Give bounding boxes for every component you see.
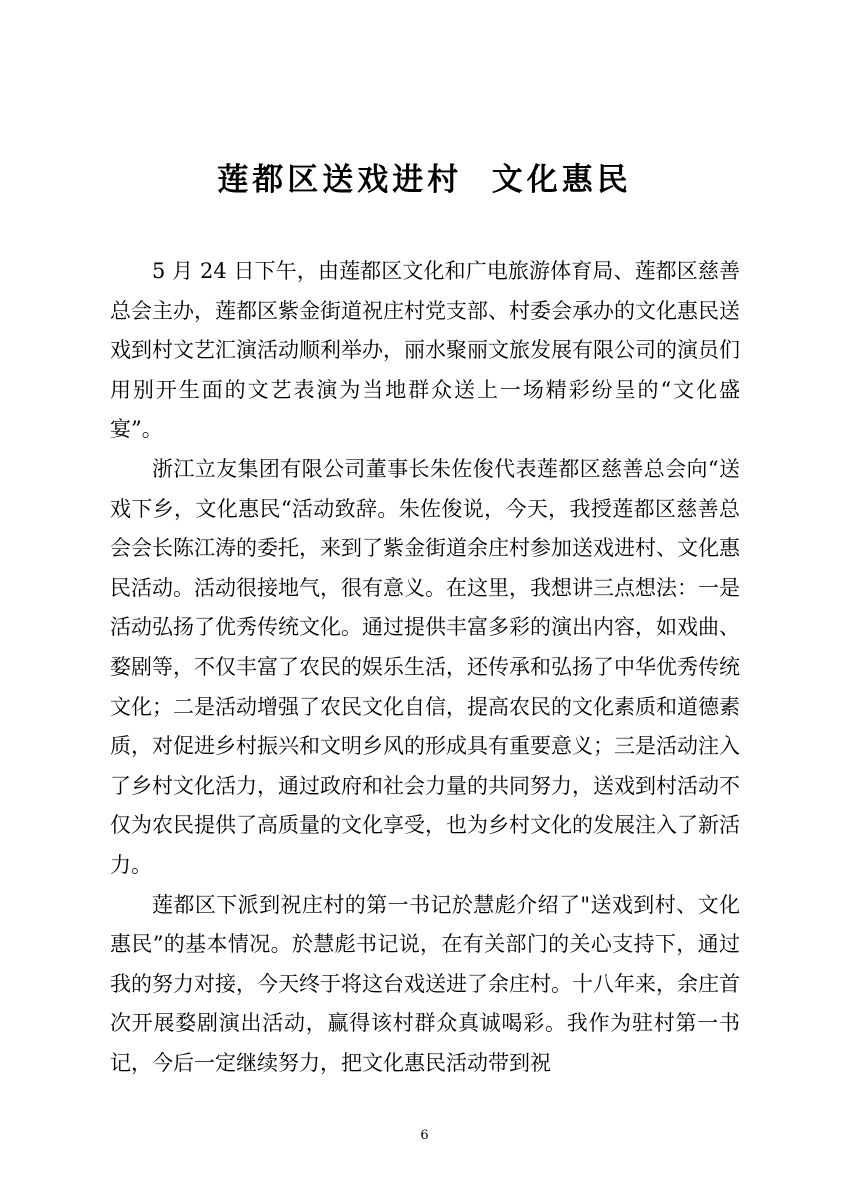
paragraph-1: 5 月 24 日下午，由莲都区文化和广电旅游体育局、莲都区慈善总会主办，莲都区紫金街道祝庄村党支部、村委会承办的文化惠民送戏到村文艺汇演活动顺利举办，丽水聚丽文旅发展有限公司的演员们用别开生面的文艺表演为当地群众送上一场精彩纷呈的“文化盛宴”。 bbox=[110, 259, 740, 442]
page-number: 6 bbox=[420, 1128, 429, 1143]
document-body bbox=[110, 252, 740, 1083]
document-title: 莲都区送戏进村 文化惠民 bbox=[217, 162, 632, 198]
paragraph-3: 莲都区下派到祝庄村的第一书记於慧彪介绍了"送戏到村、文化惠民”的基本情况。於慧彪书记说，在有关部门的关心支持下，通过我的努力对接，今天终于将这台戏送进了余庄村。十八年来，余庄首次开展婺剧演出活动，赢得该村群众真诚喝彩。我作为驻村第一书记，今后一定继续努力，把文化惠民活动带到祝 bbox=[110, 892, 740, 1075]
paragraph-2: 浙江立友集团有限公司董事长朱佐俊代表莲都区慈善总会向“送戏下乡，文化惠民“活动致辞。朱佐俊说，今天，我授莲都区慈善总会会长陈江涛的委托，来到了紫金街道余庄村参加送戏进村、文化惠民活动。活动很接地气，很有意义。在这里，我想讲三点想法：一是活动弘扬了优秀传统文化。通过提供丰富多彩的演出内容，如戏曲、婺剧等，不仅丰富了农民的娱乐生活，还传承和弘扬了中华优秀传统文化；二是活动增强了农民文化自信，提高农民的文化素质和道德素质，对促进乡村振兴和文明乡风的形成具有重要意义；三是活动注入了乡村文化活力，通过政府和社会力量的共同努力，送戏到村活动不仅为农民提供了高质量的文化享受，也为乡村文化的发展注入了新活力。 bbox=[110, 456, 740, 877]
